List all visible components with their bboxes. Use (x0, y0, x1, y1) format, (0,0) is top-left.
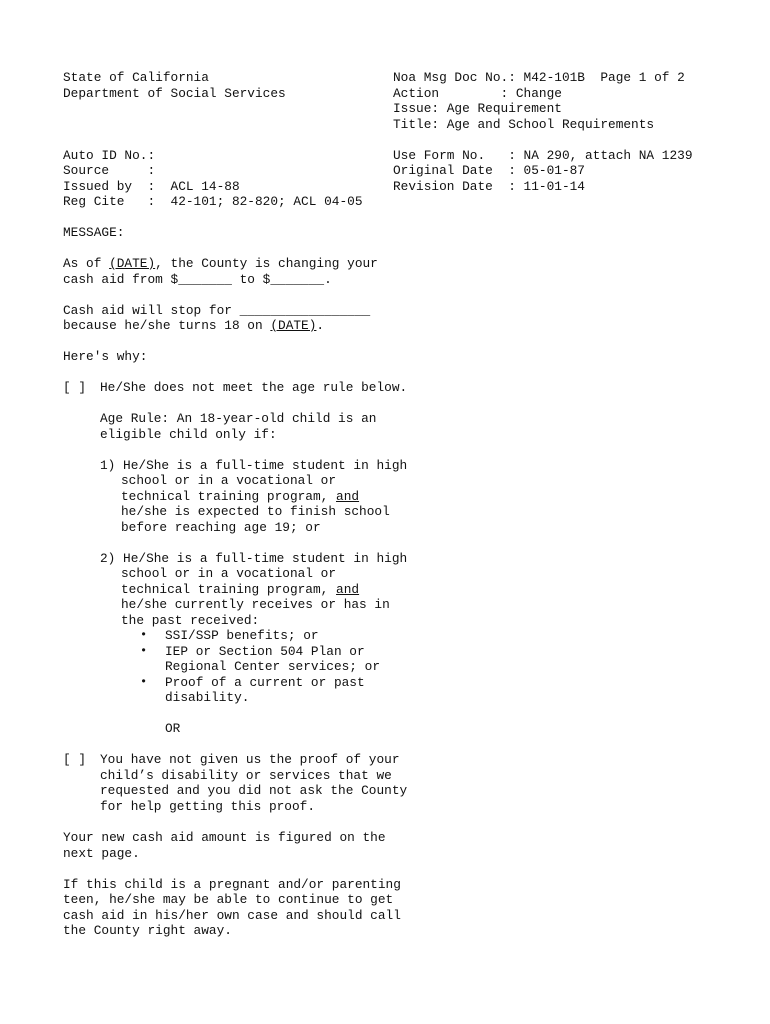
rule-1-line-5: before reaching age 19; or (121, 520, 321, 535)
header-department: Department of Social Services (63, 86, 286, 101)
pregnant-line-4: the County right away. (63, 923, 232, 938)
and-emphasis: and (336, 582, 360, 597)
change-date-line: As of (DATE), the County is changing your (63, 256, 378, 271)
pregnant-line-2: teen, he/she may be able to continue to get (63, 892, 394, 907)
bullet-ssi: SSI/SSP benefits; or (165, 628, 319, 643)
meta-issued-by: Issued by : ACL 14-88 (63, 179, 240, 194)
new-amount-line-2: next page. (63, 846, 140, 861)
date-placeholder: (DATE) (270, 318, 317, 333)
checkbox-age-rule-text: He/She does not meet the age rule below. (100, 380, 408, 395)
header-action: Action : Change (393, 86, 562, 101)
no-proof-line-1: You have not given us the proof of your (100, 752, 400, 767)
header-issue: Issue: Age Requirement (393, 101, 562, 116)
cash-aid-amount-line: cash aid from $_______ to $_______. (63, 272, 332, 287)
bullet-proof-1: Proof of a current or past (165, 675, 365, 690)
rule-2-line-1: 2) He/She is a full-time student in high (100, 551, 408, 566)
heres-why: Here's why: (63, 349, 148, 364)
bullet-icon: • (140, 628, 148, 642)
checkbox-age-rule: [ ] (63, 380, 87, 395)
rule-2-line-4: he/she currently receives or has in (121, 597, 390, 612)
age-rule-line-2: eligible child only if: (100, 427, 277, 442)
rule-1-line-3: technical training program, and (121, 489, 360, 504)
bullet-proof-2: disability. (165, 690, 250, 705)
no-proof-line-4: for help getting this proof. (100, 799, 316, 814)
meta-use-form: Use Form No. : NA 290, attach NA 1239 (393, 148, 693, 163)
date-placeholder: (DATE) (109, 256, 156, 271)
meta-source: Source : (63, 163, 156, 178)
rule-2-line-5: the past received: (121, 613, 260, 628)
meta-reg-cite: Reg Cite : 42-101; 82-820; ACL 04-05 (63, 194, 363, 209)
bullet-icon: • (140, 644, 148, 658)
rule-1-line-1: 1) He/She is a full-time student in high (100, 458, 408, 473)
new-amount-line-1: Your new cash aid amount is figured on the (63, 830, 386, 845)
header-state: State of California (63, 70, 209, 85)
checkbox-no-proof: [ ] (63, 752, 87, 767)
turns-18-line: because he/she turns 18 on (DATE). (63, 318, 325, 333)
message-label: MESSAGE: (63, 225, 125, 240)
pregnant-line-1: If this child is a pregnant and/or parenting (63, 877, 401, 892)
stop-for-line: Cash aid will stop for _________________ (63, 303, 371, 318)
header-title: Title: Age and School Requirements (393, 117, 655, 132)
bullet-iep-1: IEP or Section 504 Plan or (165, 644, 365, 659)
age-rule-line-1: Age Rule: An 18-year-old child is an (100, 411, 377, 426)
meta-revision-date: Revision Date : 11-01-14 (393, 179, 585, 194)
rule-2-line-2: school or in a vocational or (121, 566, 337, 581)
and-emphasis: and (336, 489, 360, 504)
meta-auto-id: Auto ID No.: (63, 148, 156, 163)
no-proof-line-2: child’s disability or services that we (100, 768, 392, 783)
no-proof-line-3: requested and you did not ask the County (100, 783, 408, 798)
pregnant-line-3: cash aid in his/her own case and should call (63, 908, 401, 923)
header-doc-no: Noa Msg Doc No.: M42-101B Page 1 of 2 (393, 70, 685, 85)
bullet-icon: • (140, 675, 148, 689)
meta-original-date: Original Date : 05-01-87 (393, 163, 585, 178)
bullet-iep-2: Regional Center services; or (165, 659, 381, 674)
or-separator: OR (165, 721, 181, 736)
rule-1-line-2: school or in a vocational or (121, 473, 337, 488)
rule-1-line-4: he/she is expected to finish school (121, 504, 390, 519)
rule-2-line-3: technical training program, and (121, 582, 360, 597)
